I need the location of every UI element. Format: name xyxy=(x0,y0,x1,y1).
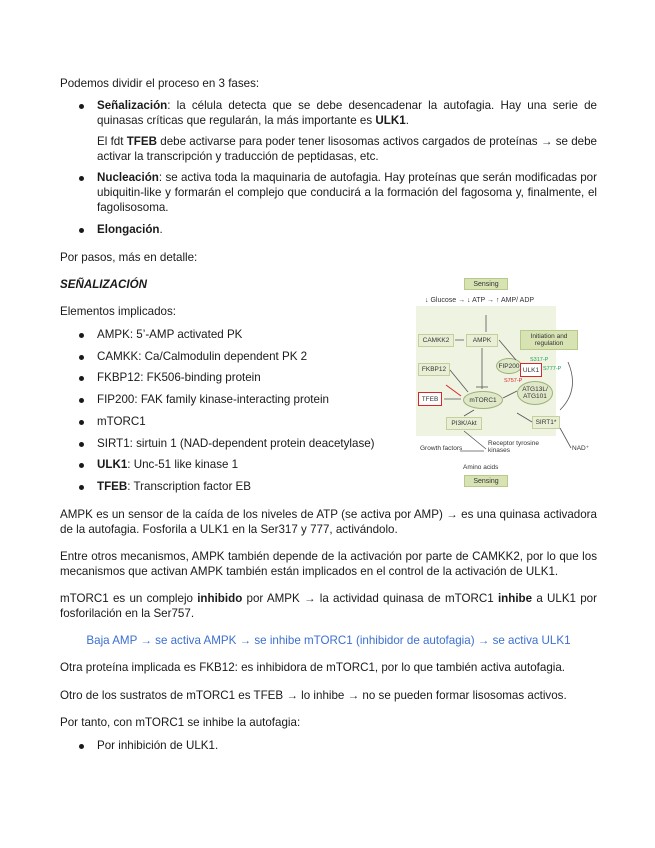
phase-end: . xyxy=(159,223,163,236)
bullet-dot xyxy=(79,420,84,425)
steps-intro: Por pasos, más en detalle: xyxy=(60,251,198,264)
bullet-dot xyxy=(79,228,84,233)
para-mtorc xyxy=(60,591,597,621)
element-name: CAMKK xyxy=(97,349,139,363)
phase-end: . xyxy=(405,114,409,127)
ampk-node: AMPK xyxy=(466,334,498,347)
phase-senalizacion xyxy=(97,98,597,128)
s777-label: S777-P xyxy=(543,366,562,372)
inhibe-bold: inhibe xyxy=(497,592,533,605)
bullet-dot xyxy=(79,463,84,468)
element-name: TFEB xyxy=(97,479,128,493)
element-desc: : Transcription factor EB xyxy=(127,479,251,493)
element-item xyxy=(97,349,385,364)
amino-acids-label: Amino acids xyxy=(463,464,499,471)
sub-text-b: debe activarse para poder tener lisosomas activos cargados de proteínas → se debe activar la transcripción y traducción de peptidasas, etc. xyxy=(97,135,597,163)
section-heading: SEÑALIZACIÓN xyxy=(60,278,147,291)
tfeb-bold: TFEB xyxy=(126,135,157,148)
element-desc: : Ca/Calmodulin dependent PK 2 xyxy=(138,349,308,363)
final-bullet: Por inhibición de ULK1. xyxy=(97,739,219,752)
element-desc: : sirtuin 1 (NAD-dependent protein deacetylase) xyxy=(129,436,375,450)
sub-text-a: El fdt xyxy=(97,135,127,148)
diagram-arrows xyxy=(408,278,598,490)
element-name: SIRT1 xyxy=(97,436,130,450)
sensing-bottom-label: Sensing xyxy=(464,475,508,487)
s317-label: S317-P xyxy=(530,357,549,363)
rtk-label: Receptor tyrosine kinases xyxy=(488,440,539,454)
element-name: mTORC1 xyxy=(97,414,146,428)
element-desc: : 5’-AMP activated PK xyxy=(129,328,243,341)
element-name: FKBP12 xyxy=(97,371,141,385)
glucose-atp-line: ↓ Glucose → ↓ ATP → ↑ AMP/ ADP xyxy=(425,297,535,304)
bullet-dot xyxy=(79,333,84,338)
element-item xyxy=(97,457,385,472)
bullet-dot xyxy=(79,485,84,490)
phase-term: Elongación xyxy=(97,223,160,236)
element-item xyxy=(97,479,385,494)
element-desc: : FAK family kinase-interacting protein xyxy=(134,393,329,407)
bullet-dot xyxy=(79,744,84,749)
para-ampk: AMPK es un sensor de la caída de los niveles de ATP (se activa por AMP) → es una quinasa activadora de la autofagia. Fosforila a ULK1 en la Ser317 y 777, activándolo. xyxy=(60,508,597,536)
phase-senalizacion-sub xyxy=(97,134,597,164)
signaling-diagram xyxy=(408,278,598,490)
element-item xyxy=(97,436,385,451)
mtorc1-node: mTORC1 xyxy=(463,391,503,409)
fkbp12-node: FKBP12 xyxy=(418,363,450,376)
phase-text: : la célula detecta que se debe desencadenar la autofagia. Hay una serie de quinasas críticas que regularán, la más importante es xyxy=(97,99,597,127)
mtorc-text-a: mTORC1 es un complejo xyxy=(60,592,198,605)
mtorc-text-e: a ULK1 por fosforilación en la Ser757. xyxy=(60,592,597,620)
element-desc: : FK506-binding protein xyxy=(140,371,261,385)
pi3k-node: PI3K/Akt xyxy=(446,417,482,430)
element-item xyxy=(97,392,385,407)
phase-term: Nucleación xyxy=(97,171,159,184)
inhibido-bold: inhibido xyxy=(197,592,243,605)
element-name: AMPK xyxy=(97,328,130,341)
bullet-dot xyxy=(79,176,84,181)
atg-node: ATG13L/ ATG101 xyxy=(517,381,553,405)
phase-nucleacion xyxy=(97,170,597,215)
red-inhibit-line xyxy=(446,385,461,396)
para-tfeb: Otro de los sustratos de mTORC1 es TFEB → lo inhibe → no se pueden formar lisosomas activos. xyxy=(60,689,567,702)
element-name: FIP200 xyxy=(97,393,135,407)
intro-text: Podemos dividir el proceso en 3 fases: xyxy=(60,77,260,90)
nad-label: NAD⁺ xyxy=(572,445,590,452)
fip200-node: FIP200 xyxy=(496,358,522,374)
para-tanto: Por tanto, con mTORC1 se inhibe la autofagia: xyxy=(60,716,301,729)
sensing-top-label: Sensing xyxy=(464,278,508,290)
sirt1-node: SIRT1* xyxy=(532,416,560,429)
phase-term: Señalización xyxy=(97,99,168,112)
bullet-dot xyxy=(79,104,84,109)
phase-elongacion xyxy=(97,222,597,237)
tfeb-node: TFEB xyxy=(418,392,442,406)
para-fkb: Otra proteína implicada es FKB12: es inhibidora de mTORC1, por lo que también activa autofagia. xyxy=(60,661,566,674)
element-desc: : Unc-51 like kinase 1 xyxy=(127,458,239,472)
element-item xyxy=(97,414,385,429)
bullet-dot xyxy=(79,442,84,447)
bullet-dot xyxy=(79,355,84,360)
bullet-dot xyxy=(79,376,84,381)
phase-text: : se activa toda la maquinaria de autofagia. Hay proteínas que serán modificadas por ubiquitin-like y formarán el complejo que conducirá a la formación del fagosoma y, finalmente, el fagolisosoma. xyxy=(97,171,597,214)
element-item xyxy=(97,327,385,342)
initiation-label: Initiation and regulation xyxy=(520,330,578,350)
s757-label: S757-P xyxy=(504,378,523,384)
elements-title: Elementos implicados: xyxy=(60,305,176,318)
mtorc-text-c: por AMPK → la actividad quinasa de mTORC1 xyxy=(242,592,498,605)
ulk1-node: ULK1 xyxy=(520,363,542,377)
element-item xyxy=(97,370,385,385)
summary-line: Baja AMP → se activa AMPK → se inhibe mTORC1 (inhibidor de autofagia) → se activa ULK1 xyxy=(86,634,571,647)
growth-factors-label: Growth factors xyxy=(420,445,463,452)
ulk1-bold: ULK1 xyxy=(375,114,406,127)
camkk2-node: CAMKK2 xyxy=(418,334,454,347)
para-camkk: Entre otros mecanismos, AMPK también depende de la activación por parte de CAMKK2, por lo que los mecanismos que activan AMPK también están implicados en el control de la activación de ULK1. xyxy=(60,550,597,578)
element-name: ULK1 xyxy=(97,458,128,472)
bullet-dot xyxy=(79,398,84,403)
